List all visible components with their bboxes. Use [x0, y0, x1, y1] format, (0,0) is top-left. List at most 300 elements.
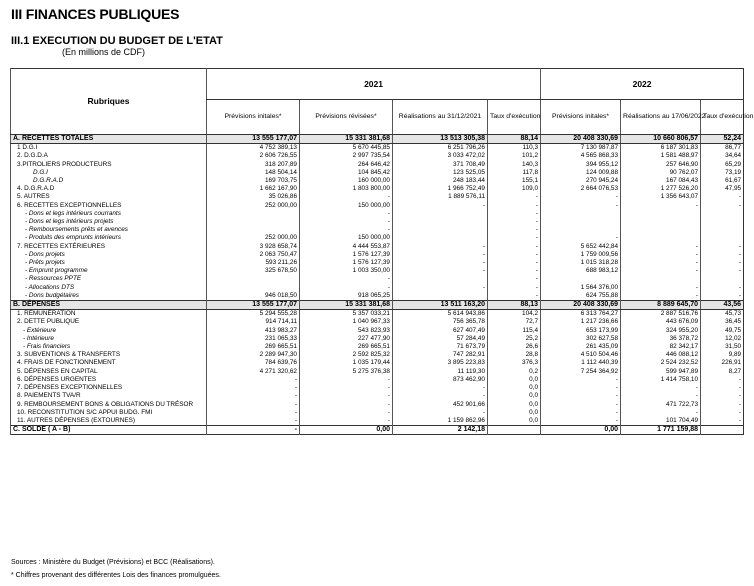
cell-value: 1 277 526,20: [621, 185, 701, 193]
row-label: - Produits des emprunts intérieurs: [11, 234, 207, 242]
cell-value: -: [701, 284, 744, 292]
row-label: - Prêts projets: [11, 259, 207, 267]
cell-value: 10 660 806,57: [621, 135, 701, 144]
cell-value: 269 665,51: [300, 343, 393, 351]
cell-value: 7 130 987,87: [541, 144, 621, 153]
cell-value: 471 722,73: [621, 401, 701, 409]
row-label: - Emprunt programme: [11, 267, 207, 275]
cell-value: [393, 210, 488, 218]
cell-value: -: [393, 243, 488, 251]
column-header: Réalisations au 17/06/2022: [621, 100, 701, 135]
cell-value: 1 003 350,00: [300, 267, 393, 275]
cell-value: 13 555 177,07: [207, 301, 300, 310]
table-row: [11, 259, 744, 267]
cell-value: [207, 218, 300, 226]
cell-value: 1 966 752,49: [393, 185, 488, 193]
cell-value: 8,27: [701, 368, 744, 376]
row-label: 11. AUTRES DÉPENSES (EXTOURNES): [11, 417, 207, 426]
cell-value: -: [621, 392, 701, 400]
cell-value: -: [488, 210, 541, 218]
cell-value: 73,19: [701, 169, 744, 177]
cell-value: 2 289 947,30: [207, 351, 300, 359]
cell-value: 25,2: [488, 335, 541, 343]
cell-value: 543 823,93: [300, 327, 393, 335]
row-label: D.G.R.A.D: [11, 177, 207, 185]
cell-value: 0,00: [300, 426, 393, 435]
cell-value: 49,75: [701, 327, 744, 335]
cell-value: 2 063 750,47: [207, 251, 300, 259]
cell-value: 13 511 163,20: [393, 301, 488, 310]
row-label: - Dons projets: [11, 251, 207, 259]
cell-value: -: [207, 376, 300, 384]
cell-value: -: [488, 251, 541, 259]
cell-value: 1 217 236,66: [541, 318, 621, 326]
table-row: [11, 351, 744, 359]
column-header: Taux d'exécution: [488, 100, 541, 135]
cell-value: 90 762,07: [621, 169, 701, 177]
cell-value: -: [621, 202, 701, 210]
cell-value: 261 435,09: [541, 343, 621, 351]
cell-value: 248 183,44: [393, 177, 488, 185]
cell-value: 13 555 177,07: [207, 135, 300, 144]
table-row: [11, 243, 744, 251]
cell-value: -: [300, 210, 393, 218]
row-label: B. DÉPENSES: [11, 301, 207, 310]
cell-value: 115,4: [488, 327, 541, 335]
row-label: 7. DÉPENSES EXCEPTIONNELLES: [11, 384, 207, 392]
cell-value: -: [541, 417, 621, 426]
cell-value: -: [300, 392, 393, 400]
cell-value: -: [488, 234, 541, 242]
cell-value: 918 065,25: [300, 292, 393, 301]
cell-value: 71 673,79: [393, 343, 488, 351]
cell-value: -: [541, 202, 621, 210]
cell-value: -: [701, 193, 744, 201]
cell-value: 325 678,50: [207, 267, 300, 275]
cell-value: -: [701, 417, 744, 426]
cell-value: 9,89: [701, 351, 744, 359]
cell-value: -: [621, 267, 701, 275]
cell-value: 123 525,05: [393, 169, 488, 177]
cell-value: 155,1: [488, 177, 541, 185]
row-label: 3. SUBVENTIONS & TRANSFERTS: [11, 351, 207, 359]
cell-value: 593 211,26: [207, 259, 300, 267]
cell-value: 5 275 376,38: [300, 368, 393, 376]
row-label: 2. D.G.D.A: [11, 152, 207, 160]
cell-value: 688 983,12: [541, 267, 621, 275]
cell-value: 6 251 796,26: [393, 144, 488, 153]
table-row: [11, 135, 744, 144]
cell-value: [393, 234, 488, 242]
column-header: Réalisations au 31/12/2021: [393, 100, 488, 135]
cell-value: [393, 218, 488, 226]
cell-value: 2 592 825,32: [300, 351, 393, 359]
cell-value: 1 759 009,56: [541, 251, 621, 259]
row-label: 2. DETTE PUBLIQUE: [11, 318, 207, 326]
cell-value: -: [488, 259, 541, 267]
table-row: [11, 144, 744, 153]
cell-value: -: [300, 384, 393, 392]
cell-value: -: [393, 267, 488, 275]
cell-value: -: [207, 384, 300, 392]
table-row: [11, 392, 744, 400]
table-row: [11, 359, 744, 367]
cell-value: 269 665,51: [207, 343, 300, 351]
cell-value: -: [207, 417, 300, 426]
cell-value: -: [488, 218, 541, 226]
cell-value: [207, 284, 300, 292]
cell-value: -: [701, 384, 744, 392]
cell-value: 376,3: [488, 359, 541, 367]
cell-value: 109,0: [488, 185, 541, 193]
cell-value: 1 576 127,39: [300, 251, 393, 259]
cell-value: [701, 275, 744, 283]
cell-value: 4 444 553,87: [300, 243, 393, 251]
cell-value: 88,13: [488, 301, 541, 310]
cell-value: 5 614 943,86: [393, 310, 488, 319]
row-label: - Frais financiers: [11, 343, 207, 351]
table-row: [11, 368, 744, 376]
cell-value: 20 408 330,69: [541, 135, 621, 144]
cell-value: 252 000,00: [207, 202, 300, 210]
cell-value: 747 282,91: [393, 351, 488, 359]
table-row: [11, 409, 744, 417]
cell-value: 0,0: [488, 417, 541, 426]
row-label: - Dons et legs intérieurs courrants: [11, 210, 207, 218]
cell-value: 6 313 764,27: [541, 310, 621, 319]
cell-value: 784 639,76: [207, 359, 300, 367]
cell-value: 599 947,89: [621, 368, 701, 376]
row-label: 3.PITROLIERS PRODUCTEURS: [11, 161, 207, 169]
column-header: Prévisions initales*: [541, 100, 621, 135]
table-row: [11, 202, 744, 210]
cell-value: 1 112 440,39: [541, 359, 621, 367]
cell-value: -: [488, 202, 541, 210]
cell-value: -: [701, 251, 744, 259]
cell-value: -: [300, 401, 393, 409]
cell-value: -: [701, 292, 744, 301]
cell-value: 36,45: [701, 318, 744, 326]
cell-value: 1 889 576,11: [393, 193, 488, 201]
cell-value: -: [393, 409, 488, 417]
table-row: [11, 426, 744, 435]
table-row: [11, 210, 744, 218]
source-note: Sources : Ministère du Budget (Prévisions) et BCC (Réalisations).: [11, 559, 215, 566]
cell-value: 1 564 376,00: [541, 284, 621, 292]
cell-value: [488, 426, 541, 435]
cell-value: -: [488, 284, 541, 292]
cell-value: 2 887 516,76: [621, 310, 701, 319]
table-row: [11, 384, 744, 392]
row-label: 8. PAIEMENTS TVA/R: [11, 392, 207, 400]
cell-value: 231 065,33: [207, 335, 300, 343]
table-row: [11, 310, 744, 319]
cell-value: 324 955,20: [621, 327, 701, 335]
cell-value: 270 945,24: [541, 177, 621, 185]
cell-value: -: [621, 243, 701, 251]
table-row: [11, 401, 744, 409]
cell-value: -: [207, 426, 300, 435]
cell-value: 47,95: [701, 185, 744, 193]
cell-value: 1 356 643,07: [621, 193, 701, 201]
cell-value: 31,50: [701, 343, 744, 351]
table-row: [11, 376, 744, 384]
cell-value: 45,73: [701, 310, 744, 319]
unit-note: (En millions de CDF): [62, 47, 146, 57]
cell-value: [541, 218, 621, 226]
cell-value: 5 294 555,28: [207, 310, 300, 319]
cell-value: 104,2: [488, 310, 541, 319]
table-row: [11, 301, 744, 310]
cell-value: 15 331 381,68: [300, 301, 393, 310]
cell-value: 252 000,00: [207, 234, 300, 242]
cell-value: -: [621, 284, 701, 292]
cell-value: 101,2: [488, 152, 541, 160]
cell-value: 257 646,90: [621, 161, 701, 169]
cell-value: 914 714,11: [207, 318, 300, 326]
cell-value: [541, 275, 621, 283]
cell-value: -: [488, 226, 541, 234]
cell-value: 0,0: [488, 376, 541, 384]
cell-value: 1 035 179,44: [300, 359, 393, 367]
cell-value: 8 889 645,70: [621, 301, 701, 310]
cell-value: -: [701, 409, 744, 417]
cell-value: 11 119,30: [393, 368, 488, 376]
cell-value: 0,00: [541, 426, 621, 435]
table-row: [11, 275, 744, 283]
cell-value: 148 504,14: [207, 169, 300, 177]
cell-value: 302 627,58: [541, 335, 621, 343]
row-label: 4. FRAIS DE FONCTIONNEMENT: [11, 359, 207, 367]
cell-value: 72,7: [488, 318, 541, 326]
row-label: 1 D.G.I: [11, 144, 207, 153]
table-row: [11, 335, 744, 343]
cell-value: 4 565 868,33: [541, 152, 621, 160]
row-label: 5. AUTRES: [11, 193, 207, 201]
cell-value: -: [621, 259, 701, 267]
column-header: Prévisions initales*: [207, 100, 300, 135]
cell-value: -: [701, 376, 744, 384]
cell-value: 4 510 504,46: [541, 351, 621, 359]
cell-value: 452 901,66: [393, 401, 488, 409]
cell-value: [701, 426, 744, 435]
cell-value: 0,0: [488, 384, 541, 392]
table-row: [11, 318, 744, 326]
cell-value: 7 254 364,92: [541, 368, 621, 376]
cell-value: 1 771 159,88: [621, 426, 701, 435]
cell-value: 117,8: [488, 169, 541, 177]
cell-value: [207, 226, 300, 234]
table-row: [11, 152, 744, 160]
cell-value: [207, 210, 300, 218]
cell-value: 65,29: [701, 161, 744, 169]
cell-value: 101 704,49: [621, 417, 701, 426]
cell-value: 169 703,75: [207, 177, 300, 185]
cell-value: 110,3: [488, 144, 541, 153]
cell-value: 3 895 223,83: [393, 359, 488, 367]
table-row: [11, 292, 744, 301]
cell-value: -: [300, 284, 393, 292]
cell-value: -: [701, 243, 744, 251]
cell-value: [701, 210, 744, 218]
row-label: - Extérieure: [11, 327, 207, 335]
cell-value: 3 928 658,74: [207, 243, 300, 251]
cell-value: [621, 210, 701, 218]
table-row: [11, 161, 744, 169]
cell-value: 160 000,00: [300, 177, 393, 185]
cell-value: -: [541, 193, 621, 201]
cell-value: [541, 226, 621, 234]
cell-value: 104 845,42: [300, 169, 393, 177]
cell-value: -: [541, 376, 621, 384]
cell-value: -: [393, 384, 488, 392]
table-row: [11, 226, 744, 234]
table-row: [11, 343, 744, 351]
cell-value: 36 378,72: [621, 335, 701, 343]
cell-value: 1 803 800,00: [300, 185, 393, 193]
cell-value: 1 662 167,90: [207, 185, 300, 193]
cell-value: 1 581 488,97: [621, 152, 701, 160]
cell-value: 227 477,90: [300, 335, 393, 343]
cell-value: 2 142,18: [393, 426, 488, 435]
cell-value: [621, 226, 701, 234]
table-row: [11, 251, 744, 259]
cell-value: 413 983,27: [207, 327, 300, 335]
cell-value: 394 955,12: [541, 161, 621, 169]
cell-value: -: [621, 251, 701, 259]
cell-value: 1 015 318,28: [541, 259, 621, 267]
cell-value: -: [541, 234, 621, 242]
table-row: [11, 234, 744, 242]
budget-table: [10, 68, 754, 435]
cell-value: 150 000,00: [300, 202, 393, 210]
cell-value: 140,3: [488, 161, 541, 169]
cell-value: -: [393, 251, 488, 259]
cell-value: 2 606 726,55: [207, 152, 300, 160]
cell-value: 1 576 127,39: [300, 259, 393, 267]
cell-value: 653 173,99: [541, 327, 621, 335]
cell-value: 57 284,49: [393, 335, 488, 343]
cell-value: 1 414 758,10: [621, 376, 701, 384]
cell-value: [621, 234, 701, 242]
row-label: - Ressources PPTE: [11, 275, 207, 283]
column-header: Taux d'exécution: [701, 100, 744, 135]
cell-value: -: [621, 409, 701, 417]
cell-value: 946 018,50: [207, 292, 300, 301]
cell-value: 4 752 389,13: [207, 144, 300, 153]
row-label: 1. RÉMUNÉRATION: [11, 310, 207, 319]
cell-value: 34,64: [701, 152, 744, 160]
cell-value: 26,6: [488, 343, 541, 351]
cell-value: 52,24: [701, 135, 744, 144]
cell-value: -: [300, 226, 393, 234]
cell-value: 446 088,12: [621, 351, 701, 359]
cell-value: 756 365,78: [393, 318, 488, 326]
cell-value: -: [488, 267, 541, 275]
cell-value: 2 664 076,53: [541, 185, 621, 193]
cell-value: 124 009,88: [541, 169, 621, 177]
row-label: - Dons budgétaires: [11, 292, 207, 301]
cell-value: -: [621, 292, 701, 301]
cell-value: 624 755,88: [541, 292, 621, 301]
cell-value: 0,2: [488, 368, 541, 376]
cell-value: -: [393, 392, 488, 400]
cell-value: -: [701, 392, 744, 400]
cell-value: 2 997 735,54: [300, 152, 393, 160]
row-label: - Remboursements prêts et avences: [11, 226, 207, 234]
cell-value: -: [701, 267, 744, 275]
cell-value: 12,02: [701, 335, 744, 343]
cell-value: 43,56: [701, 301, 744, 310]
cell-value: 35 026,86: [207, 193, 300, 201]
cell-value: -: [541, 384, 621, 392]
cell-value: 0,0: [488, 392, 541, 400]
cell-value: [701, 234, 744, 242]
cell-value: 0,0: [488, 401, 541, 409]
cell-value: 13 513 305,38: [393, 135, 488, 144]
table-title: III.1 EXECUTION DU BUDGET DE L'ETAT: [11, 35, 223, 47]
cell-value: 1 159 862,96: [393, 417, 488, 426]
cell-value: 627 407,49: [393, 327, 488, 335]
row-label: D.G.I: [11, 169, 207, 177]
cell-value: 0,0: [488, 409, 541, 417]
cell-value: [621, 218, 701, 226]
cell-value: -: [207, 409, 300, 417]
cell-value: 371 708,49: [393, 161, 488, 169]
cell-value: 6 187 301,83: [621, 144, 701, 153]
row-label: 6. RECETTES EXCEPTIONNELLES: [11, 202, 207, 210]
cell-value: -: [300, 376, 393, 384]
cell-value: [701, 218, 744, 226]
cell-value: 86,77: [701, 144, 744, 153]
cell-value: -: [393, 284, 488, 292]
cell-value: -: [393, 259, 488, 267]
column-header: Prévisions révisées*: [300, 100, 393, 135]
cell-value: -: [541, 401, 621, 409]
cell-value: -: [300, 417, 393, 426]
table-row: [11, 417, 744, 426]
table-row: [11, 177, 744, 185]
cell-value: 61,67: [701, 177, 744, 185]
cell-value: -: [300, 409, 393, 417]
row-label: - Dons et legs intérieurs projets: [11, 218, 207, 226]
cell-value: 443 676,09: [621, 318, 701, 326]
table-row: [11, 185, 744, 193]
table-row: [11, 218, 744, 226]
cell-value: -: [701, 259, 744, 267]
cell-value: -: [488, 292, 541, 301]
cell-value: 28,8: [488, 351, 541, 359]
cell-value: [701, 226, 744, 234]
cell-value: 2 524 232,52: [621, 359, 701, 367]
cell-value: 873 462,90: [393, 376, 488, 384]
cell-value: 88,14: [488, 135, 541, 144]
year-2022-header: 2022: [541, 69, 744, 100]
cell-value: -: [701, 401, 744, 409]
row-label: 10. RECONSTITUTION S/C APPUI BUDG. FMI: [11, 409, 207, 417]
cell-value: -: [207, 401, 300, 409]
cell-value: -: [488, 243, 541, 251]
cell-value: -: [488, 193, 541, 201]
cell-value: 5 670 445,85: [300, 144, 393, 153]
cell-value: -: [541, 409, 621, 417]
rubriques-header: Rubriques: [11, 69, 207, 135]
cell-value: -: [701, 202, 744, 210]
cell-value: 318 207,89: [207, 161, 300, 169]
cell-value: [621, 275, 701, 283]
cell-value: 82 342,17: [621, 343, 701, 351]
cell-value: 150 000,00: [300, 234, 393, 242]
